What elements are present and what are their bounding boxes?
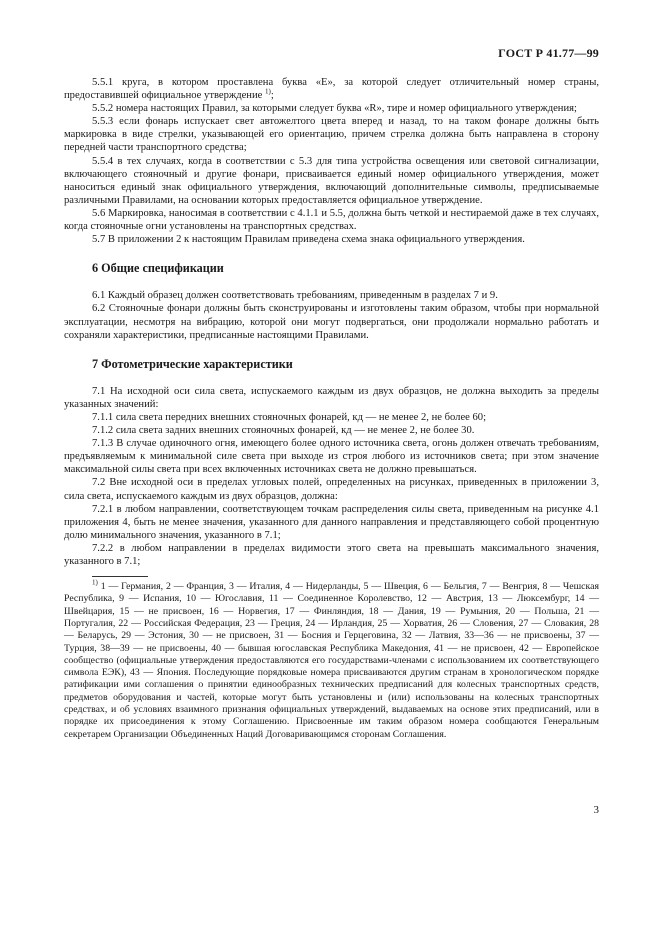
page-number: 3 [593, 804, 599, 816]
footnote-text: $^{1)}$ 1 — Германия, 2 — Франция, 3 — Италия, 4 — Нидерланды, 5 — Швеция, 6 — Бельгия, 7 — Венгрия, 8 — Чешская Республика, 9 — Испания, 10 — Югославия, 11 — Соединенное Королевство, 12 — Австрия, 13 — Люксембург, 14 — Швейцария, 15 — не присвоен, 16 — Норвегия, 17 — Финляндия, 18 — Дания, 19 — Румыния, 20 — Польша, 21 — Португалия, 22 — Российская Федерация, 23 — Греция, 24 — Ирландия, 25 — Хорватия, 26 — Словения, 27 — Словакия, 28 — Беларусь, 29 — Эстония, 30 — не присвоен, 31 — Босния и Герцеговина, 32 — Латвия, 33—36 — не присвоены, 37 — Турция, 38—39 — не присвоены, 40 — бывшая югославская Республика Македония, 41 — не присвоен, 42 — Европейское сообщество (официальные утверждения предоставляются его государствами-членами с использованием их соответствующего символа ЕЭК), 43 — Япония. Последующие порядковые номера присваиваются другим странам в хронологическом порядке ратификации ими соглашения о принятии единообразных технических предписаний для колесных транспортных средств, предметов оборудования и частей, которые могут быть установлены и (или) использованы на колесных транспортных средствах, и об условиях взаимного признания официальных утверждений, выдаваемых на основе этих предписаний, или в порядке их присоединения к этому Соглашению. Присвоенные им таким образом номера сообщаются Генеральным секретарем Организации Объединенных Наций Договаривающимся сторонам Соглашения. [64, 578, 599, 740]
paragraph-7-1-3: 7.1.3 В случае одиночного огня, имеющего более одного источника света, огонь должен отвечать требованиям, предъявляемым к минимальной силе света при выходе из строя любого из источников света; при этом значение максимальной силы света при всех включенных источниках света не должно превышаться. [64, 438, 599, 476]
page-body [64, 76, 599, 741]
section-heading-7: 7 Фотометрические характеристики [92, 356, 293, 371]
paragraph-7-1-2: 7.1.2 сила света задних внешних стояночных фонарей, кд — не менее 2, не более 30. [92, 425, 475, 437]
footnote-divider [92, 576, 148, 577]
paragraph-7-2-1: 7.2.1 в любом направлении, соответствующем точкам распределения силы света, приведенным на рисунке 4.1 приложения 4, быть не менее значения, указанного для данного направления и представляющего собой процентную долю минимального значения, указанного в 7.1; [64, 503, 599, 541]
paragraph-7-2: 7.2 Вне исходной оси в пределах угловых полей, определенных на рисунках, приведенных в приложении 3, сила света, испускаемого каждым из двух образцов, должна: [64, 477, 599, 502]
paragraph-5-5-4: 5.5.4 в тех случаях, когда в соответствии с 5.3 для типа устройства освещения или световой сигнализации, включающего стояночный и другие фонари, присваивается единый номер официального утверждения, может наноситься единый знак официального утверждения, включающий дополнительные символы, предписываемые различными Правилами, на основании которых предоставляется официальное утверждение. [64, 155, 599, 206]
paragraph-5-7: 5.7 В приложении 2 к настоящим Правилам приведена схема знака официального утверждения. [92, 234, 525, 246]
footnote-ref: 1) [265, 87, 271, 96]
paragraph-6-2: 6.2 Стояночные фонари должны быть сконструированы и изготовлены таким образом, чтобы при нормальной эксплуатации, несмотря на вибрацию, которой они могут подвергаться, они продолжали нормально работать и сохраняли характеристики, предписанные настоящими Правилами. [64, 303, 599, 341]
footnote [64, 578, 599, 741]
paragraph-5-5-1: 5.5.1 круга, в котором проставлена буква «E», за которой следует отличительный номер страны, предоставившей официальное утверждение $^{1)}$; [64, 77, 599, 102]
paragraph-6-1: 6.1 Каждый образец должен соответствовать требованиям, приведенным в разделах 7 и 9. [92, 290, 498, 302]
paragraph-7-1-1: 7.1.1 сила света передних внешних стояночных фонарей, кд — не менее 2, не более 60; [92, 411, 487, 423]
paragraph-5-5-3: 5.5.3 если фонарь испускает свет автожелтого цвета вперед и назад, то на таком фонаре должны быть маркировка в виде стрелки, указывающей его ориентацию, причем стрелка должна быть направлена в сторону передней части транспортного средства; [64, 116, 599, 154]
paragraph-7-2-2: 7.2.2 в любом направлении в пределах видимости этого света на превышать максимального значения, указанного в 7.1; [64, 542, 599, 567]
document-header: ГОСТ Р 41.77—99 [498, 46, 599, 60]
paragraph-7-1: 7.1 На исходной оси сила света, испускаемого каждым из двух образцов, не должна выходить за пределы указанных значений: [64, 385, 599, 410]
footnote-marker: 1) [92, 578, 98, 587]
paragraph-5-6: 5.6 Маркировка, наносимая в соответствии с 4.1.1 и 5.5, должна быть четкой и нестираемой даже в тех случаях, когда стояночные огни установлены на транспортных средствах. [64, 207, 599, 233]
paragraph-5-5-2: 5.5.2 номера настоящих Правил, за которыми следует буква «R», тире и номер официального утверждения; [92, 103, 577, 115]
section-heading-6: 6 Общие спецификации [92, 261, 224, 276]
